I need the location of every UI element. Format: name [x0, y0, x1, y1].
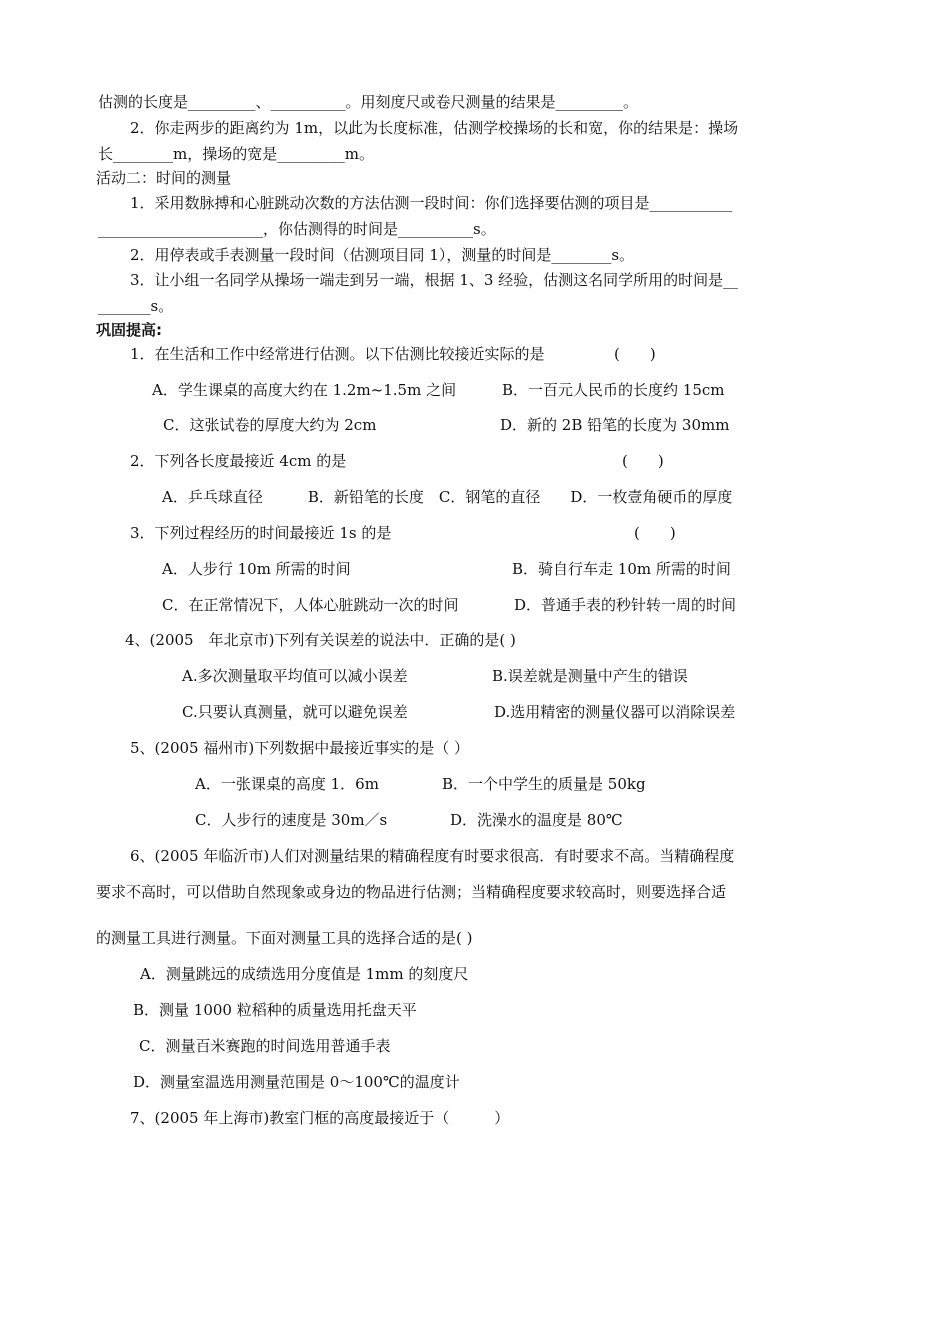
estimate-length-line: 估测的长度是_________、__________。用刻度尺或卷尺测量的结果是_________。 — [98, 93, 639, 111]
activity-2-item-1-line-2: ______________________，你估测得的时间是__________s。 — [98, 220, 496, 238]
activity-2-item-2: 2．用停表或手表测量一段时间（估测项目同 1），测量的时间是________s。 — [130, 246, 635, 264]
consolidate-heading: 巩固提高: — [96, 321, 162, 339]
q6-option-d: D．测量室温选用测量范围是 0～100℃的温度计 — [133, 1073, 460, 1091]
q6-option-b: B．测量 1000 粒稻种的质量选用托盘天平 — [133, 1001, 417, 1019]
q1-option-d: D．新的 2B 铅笔的长度为 30mm — [500, 416, 730, 434]
q1-stem: 1．在生活和工作中经常进行估测。以下估测比较接近实际的是 — [130, 345, 545, 363]
q5-option-d: D．洗澡水的温度是 80℃ — [450, 811, 623, 829]
step-distance-line-2: 长________m，操场的宽是_________m。 — [98, 145, 374, 163]
q3-option-d: D．普通手表的秒针转一周的时间 — [514, 596, 737, 614]
activity-2-item-3-line-2: _______s。 — [98, 297, 174, 315]
q6-stem-line-2: 要求不高时，可以借助自然现象或身边的物品进行估测；当精确程度要求较高时，则要选择合适 — [96, 883, 727, 901]
q5-option-a: A．一张课桌的高度 1．6m — [195, 775, 379, 793]
q6-stem-line-3: 的测量工具进行测量。下面对测量工具的选择合适的是( ) — [96, 929, 473, 947]
q3-answer-paren: ( ) — [634, 524, 676, 542]
activity-2-item-1-line-1: 1．采用数脉搏和心脏跳动次数的方法估测一段时间：你们选择要估测的项目是___________ — [130, 194, 733, 212]
q4-stem: 4、(2005 年北京市)下列有关误差的说法中．正确的是( ) — [125, 631, 516, 649]
q4-option-d: D.选用精密的测量仪器可以消除误差 — [494, 703, 736, 721]
q3-option-a: A．人步行 10m 所需的时间 — [162, 560, 351, 578]
q3-stem: 3．下列过程经历的时间最接近 1s 的是 — [130, 524, 392, 542]
step-distance-line-1: 2．你走两步的距离约为 1m，以此为长度标准，估测学校操场的长和宽，你的结果是：操场 — [130, 119, 739, 137]
q6-option-a: A．测量跳远的成绩选用分度值是 1mm 的刻度尺 — [140, 965, 469, 983]
q1-answer-paren: ( ) — [614, 345, 656, 363]
q5-stem: 5、(2005 福州市)下列数据中最接近事实的是（ ） — [130, 739, 469, 757]
q6-stem-line-1: 6、(2005 年临沂市)人们对测量结果的精确程度有时要求很高．有时要求不高。当精确程度 — [130, 847, 735, 865]
activity-2-heading: 活动二：时间的测量 — [96, 169, 232, 187]
q3-option-c: C．在正常情况下，人体心脏跳动一次的时间 — [162, 596, 459, 614]
q5-option-c: C．人步行的速度是 30m／s — [195, 811, 388, 829]
q2-options: A．乒乓球直径 B．新铅笔的长度 C．钢笔的直径 D．一枚壹角硬币的厚度 — [162, 488, 733, 506]
q1-option-a: A．学生课桌的高度大约在 1.2m~1.5m 之间 — [152, 381, 457, 399]
q1-option-b: B．一百元人民币的长度约 15cm — [502, 381, 725, 399]
q7-stem: 7、(2005 年上海市)教室门框的高度最接近于（ ） — [130, 1109, 510, 1127]
q4-option-a: A.多次测量取平均值可以减小误差 — [182, 667, 408, 685]
q4-option-c: C.只要认真测量，就可以避免误差 — [182, 703, 408, 721]
q1-option-c: C．这张试卷的厚度大约为 2cm — [163, 416, 377, 434]
q3-option-b: B．骑自行车走 10m 所需的时间 — [512, 560, 731, 578]
q6-option-c: C．测量百米赛跑的时间选用普通手表 — [139, 1037, 391, 1055]
activity-2-item-3-line-1: 3．让小组一名同学从操场一端走到另一端，根据 1、3 经验，估测这名同学所用的时间是__ — [130, 271, 739, 289]
q5-option-b: B．一个中学生的质量是 50kg — [442, 775, 646, 793]
q4-option-b: B.误差就是测量中产生的错误 — [492, 667, 688, 685]
q2-stem: 2．下列各长度最接近 4cm 的是 — [130, 452, 347, 470]
q2-answer-paren: ( ) — [622, 452, 664, 470]
